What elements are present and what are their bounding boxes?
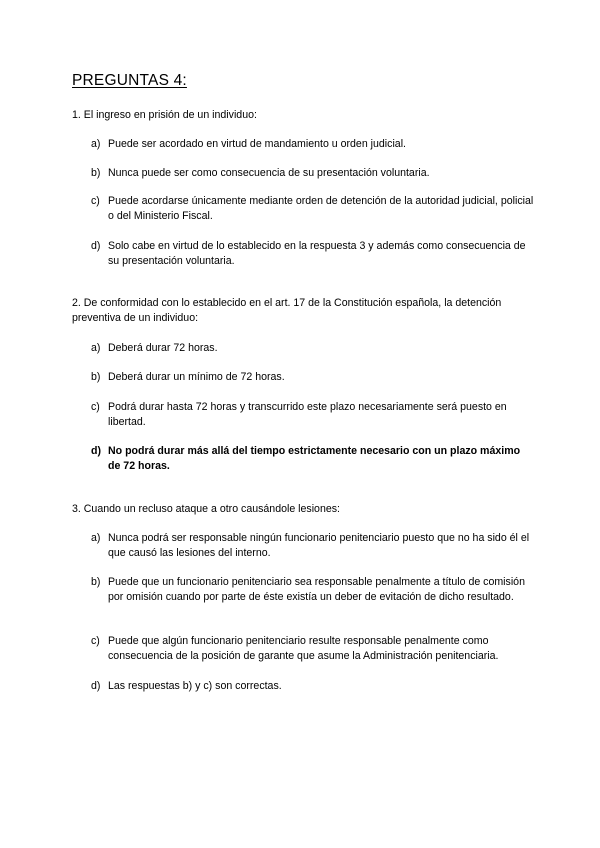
option-letter: c) <box>91 635 100 647</box>
question-2-option-a <box>91 341 535 356</box>
option-text: Solo cabe en virtud de lo establecido en la respuesta 3 y además como consecuencia de su presentación voluntaria. <box>108 240 526 267</box>
option-letter: a) <box>91 342 101 354</box>
option-text: No podrá durar más allá del tiempo estrictamente necesario con un plazo máximo de 72 horas. <box>108 445 521 472</box>
option-text: Podrá durar hasta 72 horas y transcurrido este plazo necesariamente será puesto en libertad. <box>108 401 507 428</box>
page-title: PREGUNTAS 4: <box>72 72 187 89</box>
option-text: Deberá durar un mínimo de 72 horas. <box>108 371 285 383</box>
option-text: Puede que algún funcionario penitenciario resulte responsable penalmente como consecuencia de la posición de garante que asume la Administración penitenciaria. <box>108 635 499 662</box>
question-3-option-a <box>91 531 535 561</box>
option-letter: d) <box>91 240 101 252</box>
option-text: Las respuestas b) y c) son correctas. <box>108 680 282 692</box>
option-text: Puede que un funcionario penitenciario sea responsable penalmente a título de comisión por omisión cuando por parte de éste existía un deber de evitación de dicho resultado. <box>108 576 525 603</box>
option-letter: b) <box>91 576 101 588</box>
option-letter: a) <box>91 532 101 544</box>
option-letter: b) <box>91 167 101 179</box>
question-2-option-d <box>91 444 535 474</box>
question-2-option-b <box>91 370 535 385</box>
question-1-option-c <box>91 194 535 224</box>
question-1-stem: 1. El ingreso en prisión de un individuo: <box>72 109 257 121</box>
option-letter: a) <box>91 138 101 150</box>
option-letter: d) <box>91 680 101 692</box>
option-letter: d) <box>91 445 101 457</box>
option-letter: b) <box>91 371 101 383</box>
question-2-option-c <box>91 400 535 430</box>
question-1-option-d <box>91 239 535 269</box>
option-text: Nunca podrá ser responsable ningún funcionario penitenciario puesto que no ha sido él el que causó las lesiones del interno. <box>108 532 530 559</box>
question-2-stem: 2. De conformidad con lo establecido en el art. 17 de la Constitución española, la detención preventiva de un individuo: <box>72 297 502 324</box>
option-letter: c) <box>91 401 100 413</box>
question-3-option-c <box>91 634 535 664</box>
option-letter: c) <box>91 195 100 207</box>
option-text: Puede acordarse únicamente mediante orden de detención de la autoridad judicial, policial o del Ministerio Fiscal. <box>108 195 534 222</box>
option-text: Puede ser acordado en virtud de mandamiento u orden judicial. <box>108 138 406 150</box>
option-text: Nunca puede ser como consecuencia de su presentación voluntaria. <box>108 167 430 179</box>
question-3-option-d <box>91 679 535 694</box>
question-1-option-b <box>91 166 535 181</box>
option-text: Deberá durar 72 horas. <box>108 342 218 354</box>
question-3-stem: 3. Cuando un recluso ataque a otro causándole lesiones: <box>72 503 340 515</box>
question-1-option-a <box>91 137 535 152</box>
question-3-option-b <box>91 575 535 605</box>
